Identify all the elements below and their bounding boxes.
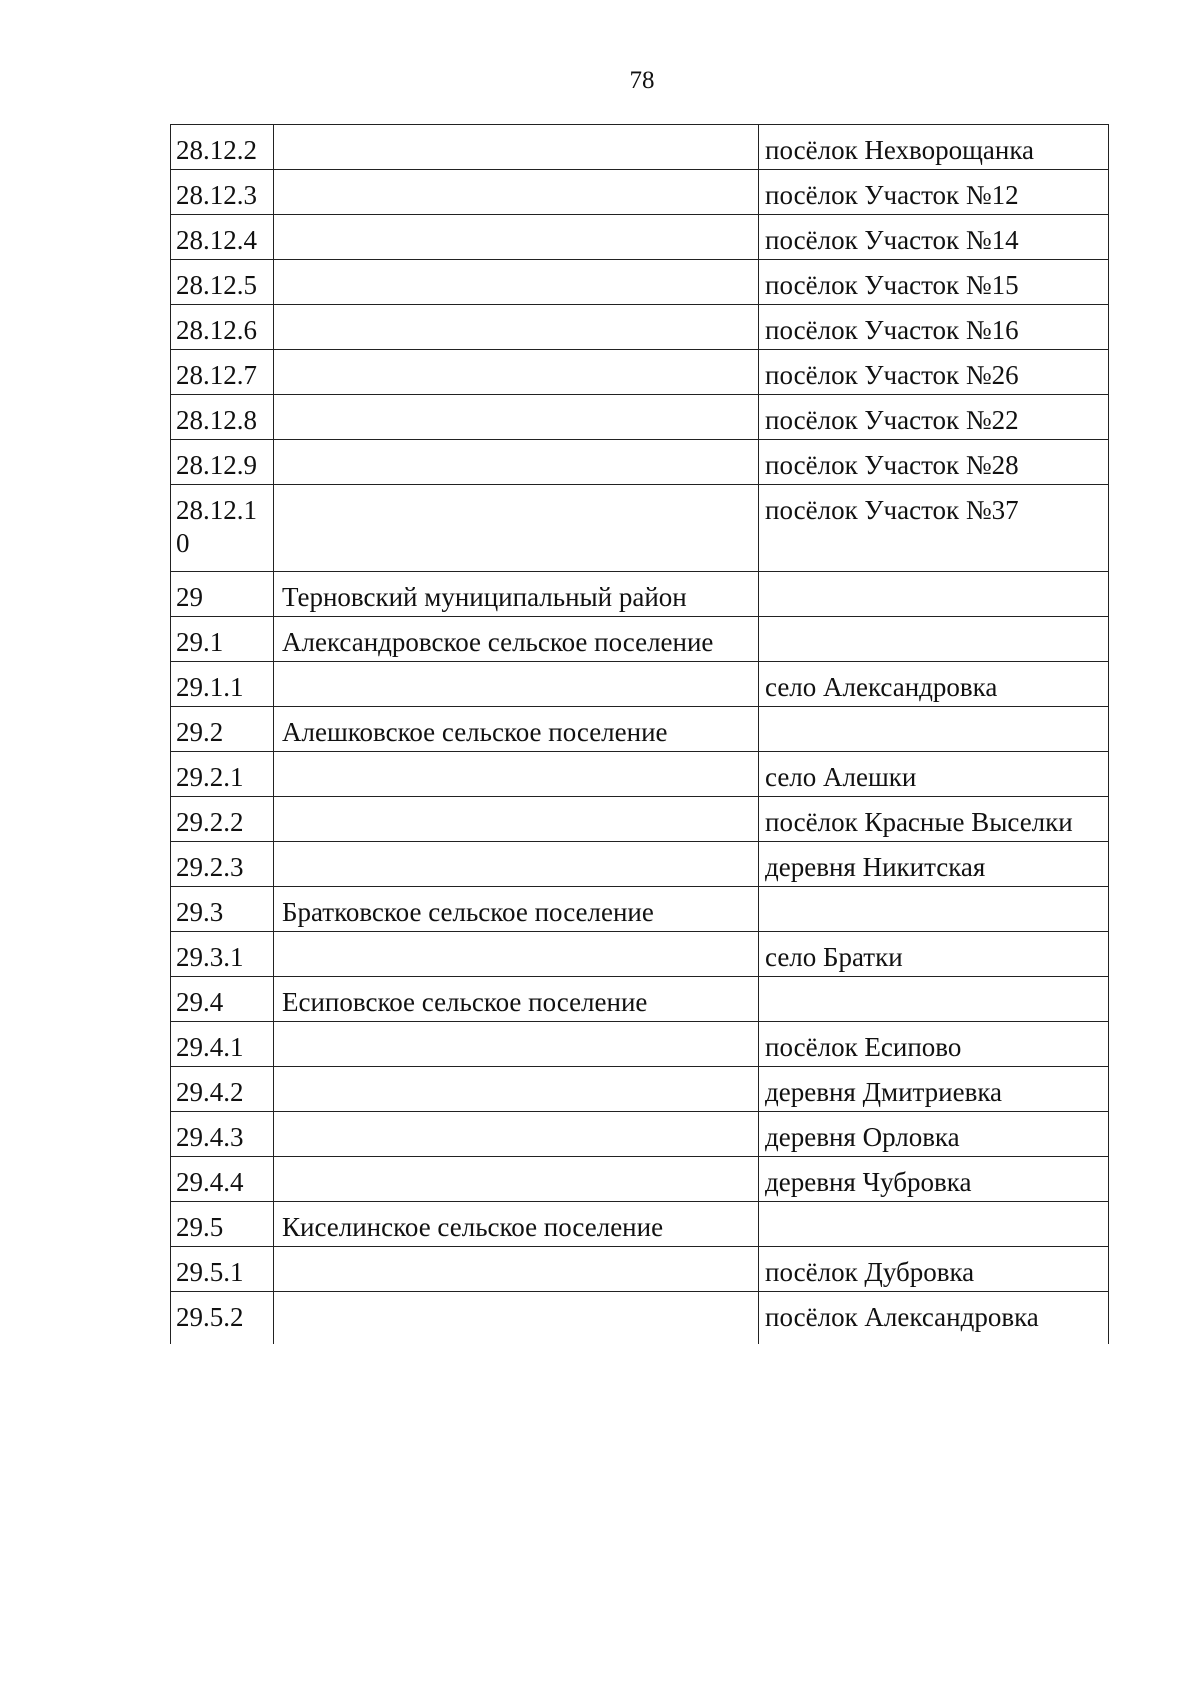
municipality-name-cell [274,932,759,977]
row-number-cell: 28.12.5 [171,260,274,305]
table-row [171,662,1109,707]
settlement-cell [759,1202,1109,1247]
settlement-cell: посёлок Участок №16 [759,305,1109,350]
row-number-cell: 29.5 [171,1202,274,1247]
row-number-cell: 29.4.3 [171,1112,274,1157]
table-row [171,260,1109,305]
municipality-name-cell [274,260,759,305]
table-row [171,617,1109,662]
municipality-name-cell [274,1292,759,1344]
row-number-cell: 29 [171,572,274,617]
row-number-cell: 28.12.3 [171,170,274,215]
municipality-name-cell [274,1157,759,1202]
municipality-name-cell [274,125,759,170]
table-row [171,1157,1109,1202]
settlement-cell: посёлок Участок №28 [759,440,1109,485]
settlement-cell [759,977,1109,1022]
table-row [171,125,1109,170]
municipality-name-cell [274,170,759,215]
row-number-cell: 29.3.1 [171,932,274,977]
municipality-name-cell [274,797,759,842]
municipality-name-cell [274,1247,759,1292]
municipality-name-cell [274,440,759,485]
table-row [171,350,1109,395]
row-number-cell: 29.4.1 [171,1022,274,1067]
row-number-cell: 28.12.7 [171,350,274,395]
settlement-cell: посёлок Дубровка [759,1247,1109,1292]
settlement-cell: посёлок Александровка [759,1292,1109,1344]
row-number-cell: 29.1.1 [171,662,274,707]
table-row [171,1247,1109,1292]
table-row [171,932,1109,977]
settlement-cell: село Алешки [759,752,1109,797]
municipality-name-cell [274,1112,759,1157]
table-row [171,572,1109,617]
table-row [171,1022,1109,1067]
row-number-cell: 29.2 [171,707,274,752]
settlement-cell: посёлок Участок №26 [759,350,1109,395]
row-number-cell: 28.12.4 [171,215,274,260]
settlement-cell: село Александровка [759,662,1109,707]
municipality-name-cell: Алешковское сельское поселение [274,707,759,752]
settlement-cell [759,887,1109,932]
municipality-name-cell [274,662,759,707]
row-number-cell: 29.2.1 [171,752,274,797]
settlement-cell [759,572,1109,617]
table-row [171,887,1109,932]
table-row [171,707,1109,752]
table-row [171,440,1109,485]
table-row [171,1067,1109,1112]
table-row [171,170,1109,215]
row-number-cell: 29.2.2 [171,797,274,842]
row-number-cell: 28.12.9 [171,440,274,485]
row-number-cell: 29.4 [171,977,274,1022]
settlement-cell: посёлок Участок №12 [759,170,1109,215]
municipality-name-cell: Братковское сельское поселение [274,887,759,932]
row-number-cell: 29.3 [171,887,274,932]
settlement-cell: деревня Орловка [759,1112,1109,1157]
row-number-cell: 29.5.1 [171,1247,274,1292]
row-number-cell: 28.12.10 [171,485,274,572]
municipality-name-cell [274,842,759,887]
municipality-name-cell [274,395,759,440]
settlement-cell: посёлок Участок №15 [759,260,1109,305]
municipality-name-cell [274,752,759,797]
row-number-cell: 29.2.3 [171,842,274,887]
table-row [171,842,1109,887]
settlement-cell: посёлок Участок №14 [759,215,1109,260]
municipality-name-cell: Александровское сельское поселение [274,617,759,662]
row-number-cell: 28.12.8 [171,395,274,440]
settlements-table-body [171,125,1109,1344]
settlement-cell: деревня Дмитриевка [759,1067,1109,1112]
row-number-cell: 29.4.4 [171,1157,274,1202]
municipality-name-cell: Киселинское сельское поселение [274,1202,759,1247]
municipality-name-cell: Терновский муниципальный район [274,572,759,617]
row-number-cell: 29.4.2 [171,1067,274,1112]
row-number-cell: 29.5.2 [171,1292,274,1344]
municipality-name-cell: Есиповское сельское поселение [274,977,759,1022]
settlement-cell [759,617,1109,662]
table-row [171,395,1109,440]
settlement-cell [759,707,1109,752]
page-number: 78 [629,67,655,94]
settlement-cell: посёлок Участок №22 [759,395,1109,440]
row-number-cell: 28.12.2 [171,125,274,170]
settlement-cell: посёлок Красные Выселки [759,797,1109,842]
municipality-name-cell [274,1022,759,1067]
municipality-name-cell [274,485,759,572]
settlement-cell: село Братки [759,932,1109,977]
municipality-name-cell [274,305,759,350]
table-row [171,305,1109,350]
settlement-cell: посёлок Нехворощанка [759,125,1109,170]
settlement-cell: посёлок Участок №37 [759,485,1109,572]
settlement-cell: деревня Чубровка [759,1157,1109,1202]
table-row [171,1292,1109,1344]
row-number-cell: 28.12.6 [171,305,274,350]
table-row [171,797,1109,842]
table-row [171,485,1109,572]
table-row [171,215,1109,260]
settlement-cell: деревня Никитская [759,842,1109,887]
row-number-cell: 29.1 [171,617,274,662]
municipality-name-cell [274,350,759,395]
table-row [171,1112,1109,1157]
table-row [171,1202,1109,1247]
table-row [171,752,1109,797]
settlement-cell: посёлок Есипово [759,1022,1109,1067]
municipality-name-cell [274,215,759,260]
table-row [171,977,1109,1022]
settlements-table [170,124,1109,1344]
municipality-name-cell [274,1067,759,1112]
